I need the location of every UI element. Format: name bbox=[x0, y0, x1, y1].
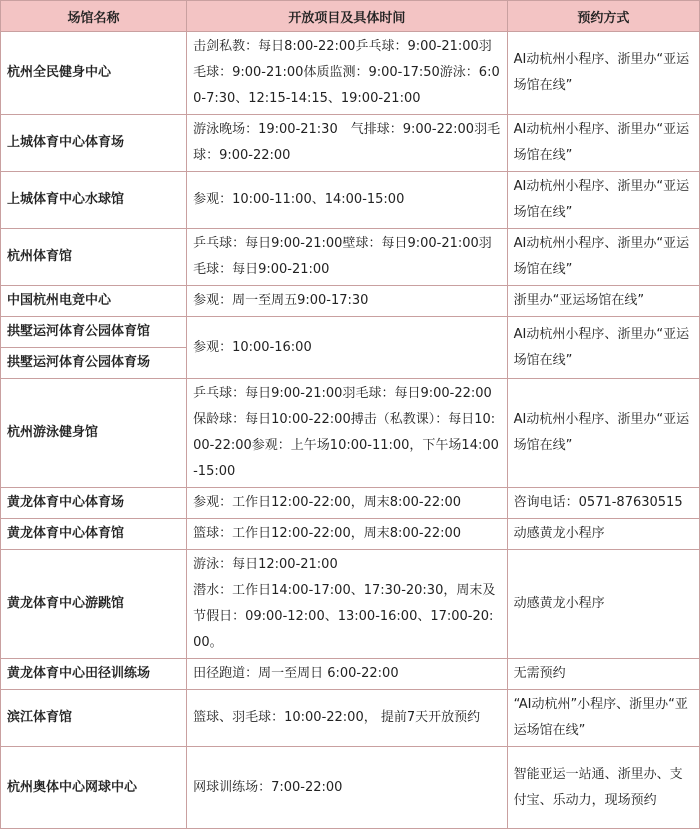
venue-name: 上城体育中心水球馆 bbox=[1, 172, 187, 229]
venue-name: 黄龙体育中心田径训练场 bbox=[1, 659, 187, 690]
venue-booking: AI动杭州小程序、浙里办“亚运场馆在线” bbox=[507, 32, 699, 115]
venue-booking: AI动杭州小程序、浙里办“亚运场馆在线” bbox=[507, 379, 699, 488]
venue-booking: 动感黄龙小程序 bbox=[507, 550, 699, 659]
table-row bbox=[1, 550, 700, 659]
header-venue-name: 场馆名称 bbox=[1, 1, 187, 32]
table-row bbox=[1, 229, 700, 286]
venue-booking: 咨询电话：0571-87630515 bbox=[507, 488, 699, 519]
table-row bbox=[1, 172, 700, 229]
table-row bbox=[1, 690, 700, 747]
venue-hours: 田径跑道：周一至周日 6:00-22:00 bbox=[187, 659, 508, 690]
header-open-hours: 开放项目及具体时间 bbox=[187, 1, 508, 32]
venue-booking: 浙里办“亚运场馆在线” bbox=[507, 286, 699, 317]
venue-hours: 参观：工作日12:00-22:00，周末8:00-22:00 bbox=[187, 488, 508, 519]
venue-name: 杭州游泳健身馆 bbox=[1, 379, 187, 488]
table-row bbox=[1, 32, 700, 115]
venue-name: 滨江体育馆 bbox=[1, 690, 187, 747]
venue-booking: AI动杭州小程序、浙里办“亚运场馆在线” bbox=[507, 317, 699, 379]
venue-booking: 无需预约 bbox=[507, 659, 699, 690]
venue-name: 黄龙体育中心体育场 bbox=[1, 488, 187, 519]
venue-name: 杭州全民健身中心 bbox=[1, 32, 187, 115]
venue-booking: AI动杭州小程序、浙里办“亚运场馆在线” bbox=[507, 115, 699, 172]
table-row bbox=[1, 747, 700, 829]
venue-hours: 网球训练场：7:00-22:00 bbox=[187, 747, 508, 829]
venue-hours: 乒乓球：每日9:00-21:00壁球：每日9:00-21:00羽毛球：每日9:00-21:00 bbox=[187, 229, 508, 286]
table-row bbox=[1, 519, 700, 550]
venue-name: 拱墅运河体育公园体育场 bbox=[1, 348, 187, 379]
venue-name: 中国杭州电竞中心 bbox=[1, 286, 187, 317]
venue-booking: “AI动杭州”小程序、浙里办“亚运场馆在线” bbox=[507, 690, 699, 747]
venue-booking: 智能亚运一站通、浙里办、支付宝、乐动力，现场预约 bbox=[507, 747, 699, 829]
venue-hours: 击剑私教：每日8:00-22:00乒乓球：9:00-21:00羽毛球：9:00-21:00体质监测：9:00-17:50游泳：6:00-7:30、12:15-14:15、19:00-21:00 bbox=[187, 32, 508, 115]
venue-hours: 参观：10:00-16:00 bbox=[187, 317, 508, 379]
venue-hours: 参观：周一至周五9:00-17:30 bbox=[187, 286, 508, 317]
venue-booking: 动感黄龙小程序 bbox=[507, 519, 699, 550]
table-row bbox=[1, 488, 700, 519]
venue-name: 黄龙体育中心体育馆 bbox=[1, 519, 187, 550]
venue-booking: AI动杭州小程序、浙里办“亚运场馆在线” bbox=[507, 172, 699, 229]
table-row bbox=[1, 317, 700, 348]
venue-name: 杭州体育馆 bbox=[1, 229, 187, 286]
venue-hours: 游泳晚场：19:00-21:30 气排球：9:00-22:00羽毛球：9:00-22:00 bbox=[187, 115, 508, 172]
venue-hours: 乒乓球：每日9:00-21:00羽毛球：每日9:00-22:00保龄球：每日10:00-22:00搏击（私教课）：每日10:00-22:00参观：上午场10:00-11:00，下午场14:00-15:00 bbox=[187, 379, 508, 488]
table-row bbox=[1, 115, 700, 172]
venue-hours: 篮球、羽毛球：10:00-22:00， 提前7天开放预约 bbox=[187, 690, 508, 747]
venue-name: 上城体育中心体育场 bbox=[1, 115, 187, 172]
table-header-row bbox=[1, 1, 700, 32]
venue-hours: 游泳：每日12:00-21:00 潜水：工作日14:00-17:00、17:30-20:30，周末及节假日：09:00-12:00、13:00-16:00、17:00-20:00。 bbox=[187, 550, 508, 659]
venue-booking: AI动杭州小程序、浙里办“亚运场馆在线” bbox=[507, 229, 699, 286]
table-row bbox=[1, 286, 700, 317]
venue-name: 杭州奥体中心网球中心 bbox=[1, 747, 187, 829]
header-booking-method: 预约方式 bbox=[507, 1, 699, 32]
venue-hours: 参观：10:00-11:00、14:00-15:00 bbox=[187, 172, 508, 229]
venue-hours: 篮球：工作日12:00-22:00，周末8:00-22:00 bbox=[187, 519, 508, 550]
table-row bbox=[1, 659, 700, 690]
venue-name: 拱墅运河体育公园体育馆 bbox=[1, 317, 187, 348]
venue-name: 黄龙体育中心游跳馆 bbox=[1, 550, 187, 659]
table-row bbox=[1, 379, 700, 488]
